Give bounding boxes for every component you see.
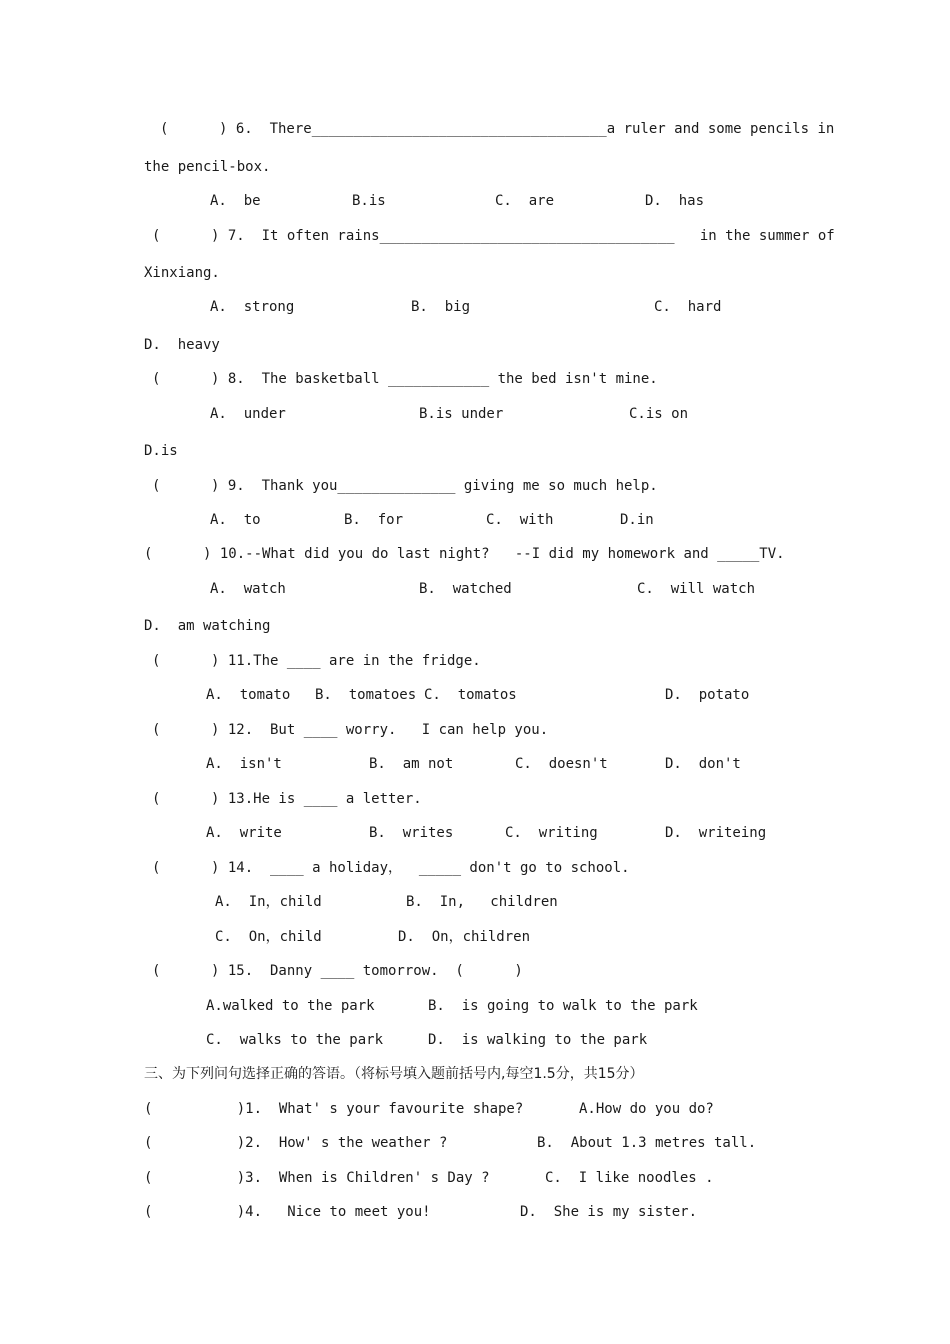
q7-option-d: D. heavy — [144, 337, 220, 353]
q8-stem: ( ) 8. The basketball ____________ the bed isn't mine. — [152, 371, 658, 387]
matching-answer-c: C. I like noodles . — [545, 1170, 714, 1186]
q11-option-a: A. tomato — [206, 687, 291, 703]
q14-stem: ( ) 14. ____ a holiday， _____ don't go to school. — [152, 860, 630, 876]
matching-answer-a: A.How do you do? — [579, 1101, 714, 1117]
q14-option-d: D. On，children — [398, 929, 531, 945]
q11-option-d: D. potato — [665, 687, 750, 703]
q10-stem: ( ) 10.--What did you do last night? --I did my homework and _____TV. — [144, 546, 785, 562]
matching-question-1: ( )1. What' s your favourite shape? — [144, 1101, 524, 1117]
matching-question-3: ( )3. When is Children' s Day ? — [144, 1170, 490, 1186]
q7-option-b: B. big — [411, 299, 471, 315]
q9-option-b: B. for — [344, 512, 404, 528]
q15-stem: ( ) 15. Danny ____ tomorrow. ( ) — [152, 963, 523, 979]
q10-option-c: C. will watch — [637, 581, 756, 597]
q11-option-c: C. tomatos — [424, 687, 517, 703]
q8-option-c: C.is on — [629, 406, 689, 422]
q7-stem-line1: ( ) 7. It often rains___________________________________ in the summer of — [152, 228, 835, 244]
q13-option-a: A. write — [206, 825, 282, 841]
q15-option-c: C. walks to the park — [206, 1032, 384, 1048]
q12-option-c: C. doesn't — [515, 756, 608, 772]
q13-stem: ( ) 13.He is ____ a letter. — [152, 791, 422, 807]
matching-answer-b: B. About 1.3 metres tall. — [537, 1135, 757, 1151]
q7-option-c: C. hard — [654, 299, 722, 315]
q9-option-d: D.in — [620, 512, 654, 528]
q7-stem-line2: Xinxiang. — [144, 265, 220, 281]
q10-option-a: A. watch — [210, 581, 286, 597]
q6-stem-line2: the pencil-box. — [144, 159, 271, 175]
q9-option-a: A. to — [210, 512, 261, 528]
q8-option-b: B.is under — [419, 406, 504, 422]
q7-option-a: A. strong — [210, 299, 295, 315]
q11-option-b: B. tomatoes — [315, 687, 417, 703]
matching-question-4: ( )4. Nice to meet you! — [144, 1204, 431, 1220]
section3-heading: 三、为下列问句选择正确的答语。（将标号填入题前括号内,每空1.5分，共15分） — [144, 1066, 644, 1082]
q13-option-d: D. writeing — [665, 825, 767, 841]
q13-option-c: C. writing — [505, 825, 598, 841]
q15-option-b: B. is going to walk to the park — [428, 998, 698, 1014]
q6-option-b: B.is — [352, 193, 386, 209]
q9-option-c: C. with — [486, 512, 554, 528]
q6-option-d: D. has — [645, 193, 705, 209]
q11-stem: ( ) 11.The ____ are in the fridge. — [152, 653, 481, 669]
q9-stem: ( ) 9. Thank you______________ giving me so much help. — [152, 478, 658, 494]
q6-option-a: A. be — [210, 193, 261, 209]
q10-option-b: B. watched — [419, 581, 512, 597]
q8-option-d: D.is — [144, 443, 178, 459]
matching-question-2: ( )2. How' s the weather ? — [144, 1135, 448, 1151]
q15-option-d: D. is walking to the park — [428, 1032, 648, 1048]
q13-option-b: B. writes — [369, 825, 454, 841]
q12-option-a: A. isn't — [206, 756, 282, 772]
q12-stem: ( ) 12. But ____ worry. I can help you. — [152, 722, 549, 738]
q6-stem-line1: ( ) 6. There___________________________________a ruler and some pencils in — [160, 121, 835, 137]
q14-option-a: A. In，child — [215, 894, 322, 910]
q6-option-c: C. are — [495, 193, 555, 209]
q15-option-a: A.walked to the park — [206, 998, 375, 1014]
q12-option-d: D. don't — [665, 756, 741, 772]
q8-option-a: A. under — [210, 406, 286, 422]
matching-answer-d: D. She is my sister. — [520, 1204, 698, 1220]
q14-option-c: C. On，child — [215, 929, 322, 945]
q12-option-b: B. am not — [369, 756, 454, 772]
q14-option-b: B. In, children — [406, 894, 558, 910]
q10-option-d: D. am watching — [144, 618, 271, 634]
